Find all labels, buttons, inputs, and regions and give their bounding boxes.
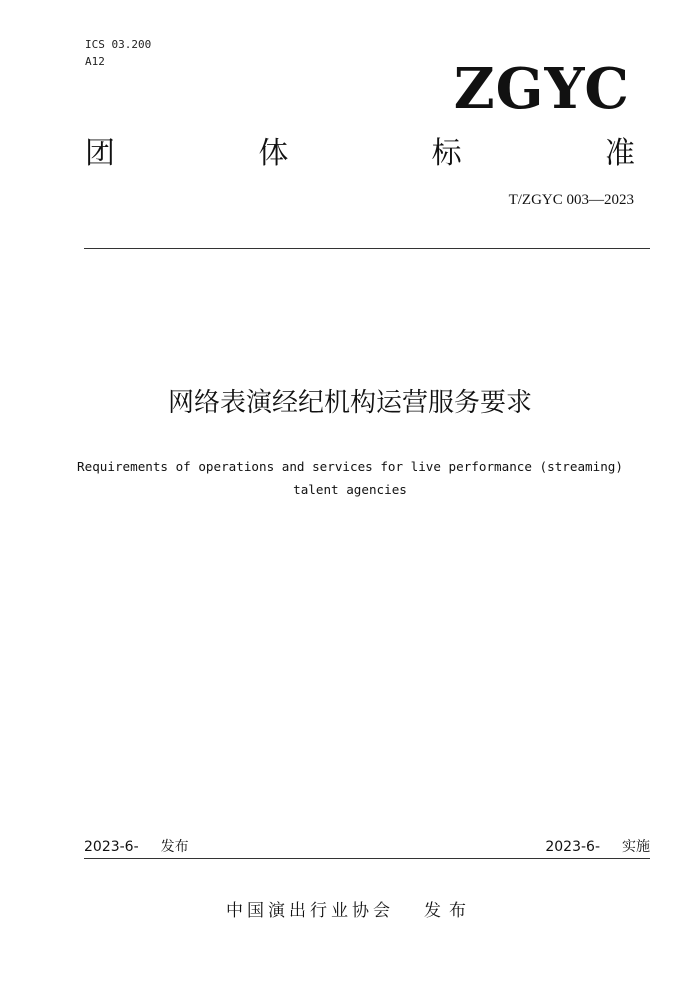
issue-date: 2023-6- — [84, 839, 139, 855]
english-title-line: Requirements of operations and services for live performance (streaming) — [77, 459, 623, 474]
standard-type-char: 标 — [431, 136, 462, 171]
header-divider — [84, 248, 650, 249]
standard-type-heading — [85, 136, 635, 172]
ccs-code: A12 — [85, 55, 105, 68]
implement-date: 2023-6- — [545, 839, 600, 855]
publisher-action: 发布 — [424, 901, 474, 921]
english-title-line: talent agencies — [293, 482, 407, 497]
publisher-line — [0, 898, 700, 924]
ics-code: ICS 03.200 — [85, 38, 152, 51]
standard-type-char: 准 — [604, 136, 635, 171]
standard-type-char: 团 — [85, 136, 115, 171]
english-title — [40, 455, 660, 501]
date-row — [84, 836, 650, 858]
organization-logo: ZGYC — [453, 56, 630, 122]
publisher-name: 中国演出行业协会 — [226, 901, 394, 921]
implement-label: 实施 — [622, 839, 650, 855]
implement-date-block — [545, 836, 650, 858]
issue-date-block — [84, 836, 189, 858]
chinese-title: 网络表演经纪机构运营服务要求 — [167, 388, 532, 418]
classification-codes — [85, 36, 151, 70]
standard-type-char: 体 — [258, 136, 289, 171]
issue-label: 发布 — [160, 839, 189, 855]
footer-divider — [84, 858, 650, 859]
standard-number: T/ZGYC 003—2023 — [508, 192, 634, 208]
